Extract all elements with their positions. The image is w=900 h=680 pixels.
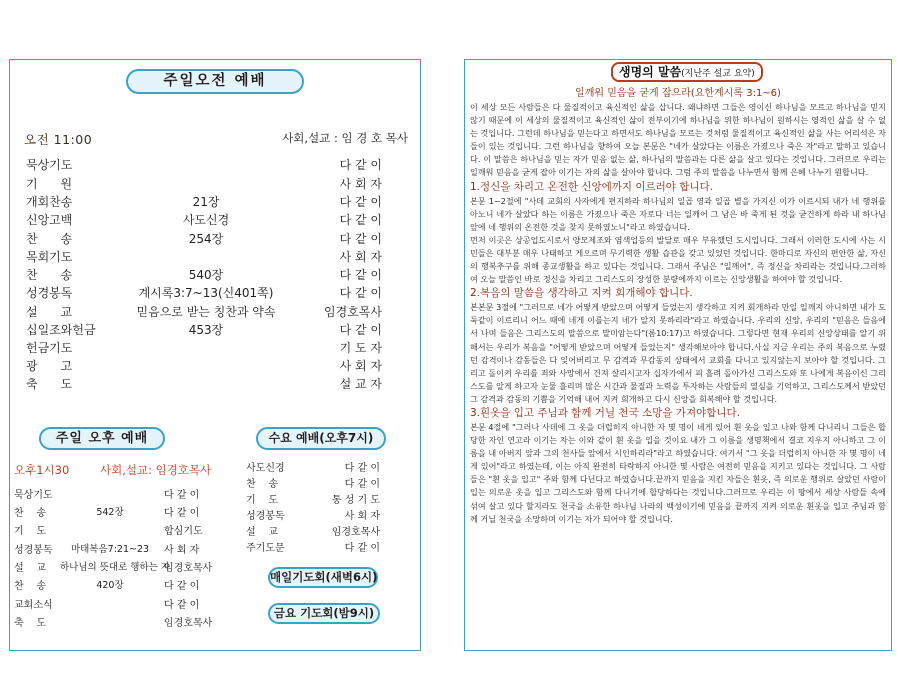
sermon-point-2-text: 본본문 3절에 "그러므로 네가 어떻게 받았으며 어떻게 들었는지 생각하고 지켜 회개하라 만일 일깨지 아니하면 내가 도둑같이 이르리니 어느 때에 네게 이를는지 네가 알지 못하리라"라고 하였습니다. 우리의 신앙, 우리의 "믿음은 들음에서 나며 들음은 그리스도의 말씀으로 말미암는다"(롬10:17)고 하였습니다. 그렇다면 현재 우리의 신앙상태를 알기 위해서는 우리가 복음을 "어떻게 받았으며 어떻게 들었는지" 생각해보아야 합니다.사실 지금 우리는 주의 복음으로 누렸던 감격이나 감동들은 다 잊어버리고 무 감격과 무감동의 상태에서 교회를 다니고 있지않는지 보아야 할 것입니다. 그리고 돌이켜 우리를 죄와 사망에서 건져 살리시고자 십자가에서 피 흘려 돌아가신 그리스도와 또 나에게 복음이신 그리스도를 알게 하고자 눈물 흘리며 많은 시간과 물질과 노력을 투자하는 사람들의 열심을 기억하고, 그리스도께서 받았던 그 감격과 감동의 기쁨을 기억해 내어 지켜 회개하고 다시 신앙을 회복해야 할 것입니다. [470,302,886,404]
wednesday-row: 설 교 임경호목사 [246,527,380,538]
morning-row: 찬 송 254장 다 같 이 [26,232,382,246]
morning-service-preacher: 사회,설교 : 임 경 호 목사 [282,131,408,145]
morning-row: 신앙고백 사도신경 다 같 이 [26,213,382,227]
afternoon-row: 기 도 합심기도 [14,526,203,537]
sermon-point-2-heading: 2.복음의 말씀을 생각하고 지켜 회개해야 합니다. [470,287,693,300]
sermon-body [470,101,886,526]
sermon-title: 생명의 말씀(지난주 설교 요약) [611,62,763,82]
morning-row: 설 교 믿음으로 받는 칭찬과 약속 임경호목사 [26,305,382,319]
service-order-panel [9,59,421,651]
afternoon-service-title: 주일 오후 예배 [39,427,165,450]
wednesday-row: 주기도문 다 같 이 [246,543,380,554]
afternoon-row: 묵상기도 다 같 이 [14,490,200,501]
morning-row: 축 도 설 교 자 [26,377,382,391]
morning-service-title: 주일오전 예배 [126,69,304,94]
afternoon-row: 축 도 임경호목사 [14,618,213,629]
sermon-point-1-heading: 1.정신을 차리고 온전한 신앙에까지 이르러야 합니다. [470,180,714,193]
afternoon-row: 찬 송 542장 다 같 이 [14,507,200,519]
afternoon-service-preacher: 사회,설교: 임경호목사 [100,463,212,477]
afternoon-row: 교회소식 다 같 이 [14,600,200,611]
afternoon-row: 설 교 하나님의 뜻대로 행하는 자 임경호목사 [14,562,213,574]
wednesday-row: 기 도 통 성 기 도 [246,495,380,506]
afternoon-row: 성경봉독 마태복음7:21~23 사 회 자 [14,544,200,556]
wednesday-row: 찬 송 다 같 이 [246,479,380,490]
afternoon-row: 찬 송 420장 다 같 이 [14,580,200,592]
morning-row: 찬 송 540장 다 같 이 [26,268,382,282]
morning-row: 개회찬송 21장 다 같 이 [26,195,382,209]
sermon-subtitle: 일깨워 믿음을 굳게 잡으라(요한계시록 3:1~6) [575,88,781,99]
sermon-point-1-text: 본문 1~2절에 "사데 교회의 사자에게 편지하라 하나님의 일곱 영과 일곱 별을 가지신 이가 이르시되 내가 네 행위를 아노니 네가 살았다 하는 이름은 가졌으나 죽은 자로다 너는 일깨어 그 남은 바 죽게 된 것을 굳건하게 하라 내 하나님 앞에 네 행위의 온전한 것을 찾지 못하였노니"라고 하였습니다. [470,195,886,232]
wednesday-service-title: 수요 예배(오후7시) [256,427,386,450]
sermon-point-3-heading: 3.흰옷을 입고 주님과 함께 거닐 천국 소망을 가져야합니다. [470,406,741,419]
sermon-point-1-text-2: 먼저 이곳은 상공업도시로서 양모제조와 염색업등의 발달로 매우 부유했던 도시입니다. 그래서 이러한 도시에 사는 시민들은 대부분 매우 나태하고 게으르며 무기력한 생활 습관을 갖고 있었던 것입니다. 한마디로 자신의 편안한 삶, 자신의 행복추구를 위해 종교생활을 하고 있다는 것입니다. 그래서 주님은 "일깨어", 즉 정신을 차리라는 것입니다.그러하여 오늘 말씀인 바로 정신을 차리고 그리스도의 장성한 분량에까지 이르는 신앙생활을 하여야 할 것입니다. [470,234,886,285]
morning-row: 십일조와헌금 453장 다 같 이 [26,323,382,337]
morning-row: 묵상기도 다 같 이 [26,158,382,172]
friday-prayer-title: 금요 기도회(밤9시) [268,603,380,624]
sermon-title-note: (지난주 설교 요약) [681,69,755,79]
wednesday-row: 성경봉독 사 회 자 [246,511,380,522]
sermon-panel [464,59,892,651]
morning-row: 기 원 사 회 자 [26,177,382,191]
morning-service-time: 오전 11:00 [24,132,93,147]
morning-row: 헌금기도 기 도 자 [26,341,382,355]
sermon-intro: 이 세상 모든 사람들은 다 물질적이고 육신적인 삶을 삽니다. 왜냐하면 그들은 영이신 하나님을 모르고 하나님을 믿지 않기 때문에 이 세상의 물질적이고 육신적인 삶이 전부이기에 하나님을 위한 하나님이 원하시는 영적인 삶을 살 수 없는 것입니다. 그런데 하나님을 믿는다고 하면서도 하나님을 모르는 것처럼 물질적이고 육신적인 삶을 사는 어리석은 자들이 있는 것입니다. 그런 하나님을 향하여 오늘 본문은 "네가 살았다는 이름은 가졌으나 죽은 자"라고 말하고 있습니다. 이 말씀은 하나님을 믿는 자가 믿음 없는 삶, 하나님의 말씀과는 다른 삶을 살고 있다는 것입니다. 그러므로 우리는 일깨워 믿음을 굳게 잡아 이기는 자의 삶을 살아야 합니다. 그럼 주의 말씀을 나누면서 함께 은혜 나누기 원합니다. [470,102,886,178]
morning-row: 목회기도 사 회 자 [26,250,382,264]
sermon-point-3-text: 본문 4절에 "그러나 사데에 그 옷을 더럽히지 아니한 자 몇 명이 네게 있어 흰 옷을 입고 나와 함께 다니리니 그들은 합당한 자인 연고라 이기는 자는 이와 같이 흰 옷을 입을 것이요 내가 그 이름을 생명책에서 결코 지우지 아니하고 그 이름을 내 아버지 앞과 그의 천사들 앞에서 시인하리라"라고 하였습니다. 여기서 "그 옷을 더럽히지 아니한 자 몇 명이 네게 있어"라고 하였는데, 이는 아직 완전히 타락하지 아니한 몇 사람은 여전히 믿음을 지키고 있다는 것입니다. 그 사람들은 "흰 옷을 입고" 주와 함께 다닌다고 하였습니다.끝까지 믿음을 지킨 자들은 흰옷, 즉 의로운 행위로 살았던 사람이 입는 의로운 옷을 입고 그리스도와 함께 다니기에 합당하다는 것입니다.그러므로 우리는 이 땅에서 세상 사람들 속에 섞여 살고 있다 할지라도 천국을 소유한 하나님 나라의 백성이기에 믿음을 끝까지 지켜 의로운 흰옷을 입고 주님과 함께 거닐 천국을 소망하며 이기는 자가 되어야 할 것입니다. [470,421,886,524]
wednesday-row: 사도신경 다 같 이 [246,463,380,474]
afternoon-service-time: 오후1시30 [14,463,70,477]
morning-row: 광 고 사 회 자 [26,359,382,373]
morning-row: 성경봉독 계시록3:7~13(신401쪽) 다 같 이 [26,286,382,300]
daily-prayer-title: 매일기도회(새벽6시) [268,567,378,588]
